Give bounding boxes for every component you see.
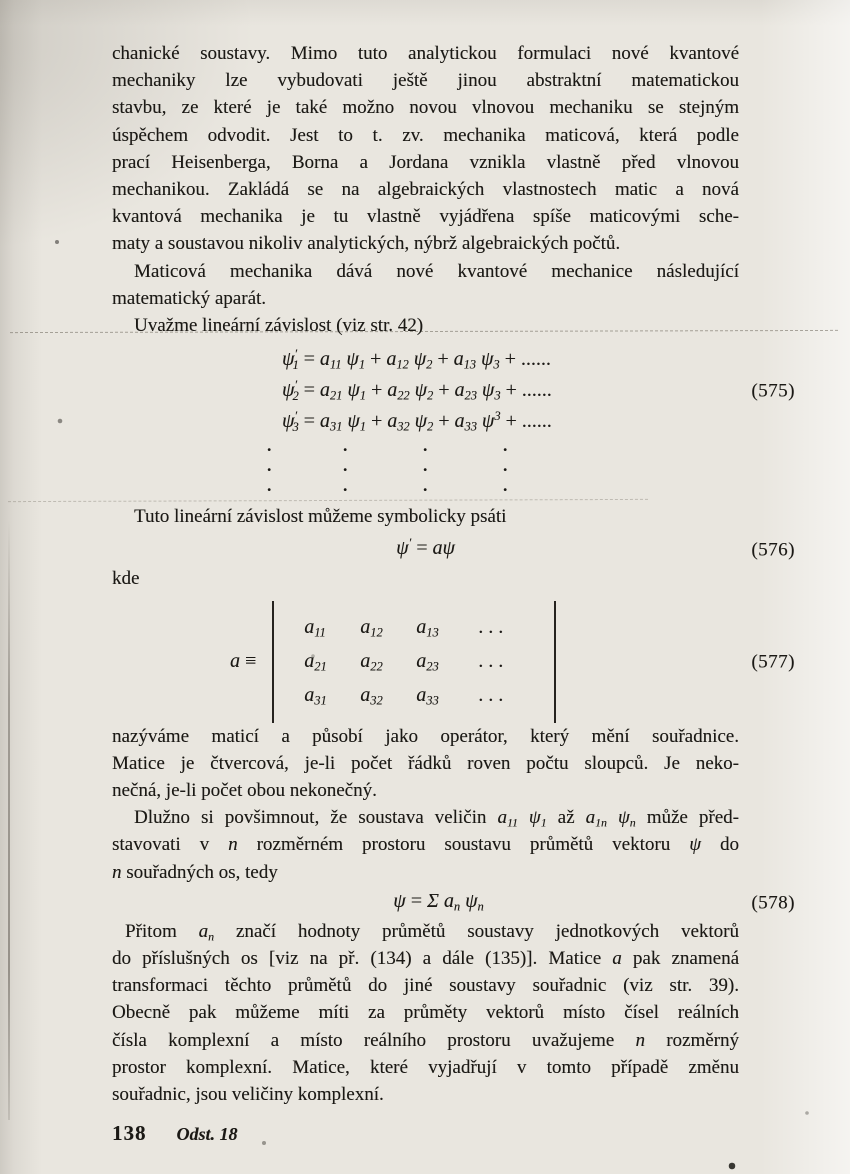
text-line: transformaci těchto průmětů do jiné soustavy souřadnic (viz str. 39). [112,975,739,997]
paragraph-pritom [112,918,739,1108]
page-edge-shadow [8,520,10,1120]
matrix-cell: $a_{23}$ [416,650,439,674]
equation-line: $\psi'_2 = a_{21}$ $\psi_1 + a_{22}$ $\psi_2 + a_{23}$ $\psi_3$ + ...... [282,378,552,403]
matrix-row [304,679,530,713]
paragraph-uvazme [112,312,739,339]
page-number: 138 [112,1121,147,1146]
dots-column [343,436,348,496]
matrix-cell: $a_{11}$ [304,616,326,640]
paper-specks [0,0,2,2]
text-line: stavovati v n rozměrném prostoru soustavu průmětů vektoru ψ do [112,834,740,856]
dot: . [343,436,348,456]
matrix-cell: $a_{33}$ [416,684,439,708]
dot: . [343,456,348,476]
paragraph-nazyvame [112,723,739,805]
text-line: kvantová mechanika je tu vlastně vyjádřena spíše maticovými sche- [112,206,739,228]
dot: . [423,456,428,476]
equation-578 [112,888,795,918]
dot: . [343,476,348,496]
matrix-cell: . . . [478,684,504,707]
text-line: nečná, je-li počet obou nekonečný. [112,780,377,802]
paragraph-dluzno [112,804,739,886]
text-line: Uvažme lineární závislost (viz str. 42) [134,315,424,337]
paragraph-kde [112,565,739,592]
equation-line: ψ′ = aψ [396,536,455,560]
text-line: nazýváme maticí a působí jako operátor, který mění souřadnice. [112,725,739,747]
text-line: mechaniky lze vybudovati ještě jinou abstraktní matematickou [112,70,739,92]
matrix-cell: $a_{13}$ [416,616,439,640]
section-reference: Odst. 18 [176,1124,238,1145]
matrix-row [304,611,530,645]
matrix [272,601,556,723]
matrix-cell: $a_{31}$ [304,684,327,708]
dot: . [267,476,272,496]
paragraph-aparat [112,258,739,312]
equation-line: $\psi'_3 = a_{31}$ $\psi_1 + a_{32}$ $\psi_2 + a_{33}$ $\psi^3$ + ...... [282,409,552,434]
dots-column [423,436,428,496]
text-line: kde [112,568,140,590]
text-line: prací Heisenberga, Borna a Jordana vznikla vlastně před vlnovou [112,151,739,173]
text-line: Maticová mechanika dává nové kvantové mechanice následující [134,260,739,282]
text-line: matematický aparát. [112,287,267,309]
equation-line: $\psi'_1 = a_{11}$ $\psi_1 + a_{12}$ $\psi_2 + a_{13}$ $\psi_3$ + ...... [282,347,551,372]
text-line: maty a soustavou nikoliv analytických, nýbrž algebraických počtů. [112,233,621,255]
paragraph-intro [112,40,739,258]
text-line: souřadnic, jsou veličiny komplexní. [112,1084,384,1106]
text-line: Dlužno si povšimnout, že soustava veličin $a_{11}$ $\psi_1$ až $a_{1n}$ $\psi_n$ může před- [134,807,740,830]
equation-number: (577) [751,651,795,673]
matrix-row [304,645,530,679]
equation-number: (576) [751,539,795,561]
text-line: mechanikou. Zakládá se na algebraických vlastnostech matic a nová [112,179,739,201]
paragraph-tuto [112,503,739,530]
text-line: Přitom $a_n$ značí hodnoty průmětů soustavy jednotkových vektorů [125,920,739,944]
text-line: Obecně pak můžeme míti za průměty vektorů místo čísel reálních [112,1002,739,1024]
matrix-cell: $a_{12}$ [360,616,383,640]
matrix-cell: . . . [478,616,504,639]
matrix-lhs: a ≡ [230,650,257,673]
text-line: Matice je čtvercová, je-li počet řádků roven počtu sloupců. Je neko- [112,752,739,774]
text-line: stavbu, ze které je také možno novou vlnovou mechaniku se stejným [112,97,739,119]
text-line: úspěchem odvodit. Jest to t. zv. mechanika maticová, která podle [112,124,739,146]
dot: . [503,436,508,456]
matrix-continuation-dots [112,436,739,503]
equation-577 [112,601,795,723]
page-footer [112,1120,739,1148]
equation-line: ψ = Σ $a_n$ $\psi_n$ [393,889,484,914]
text-line: prostor komplexní. Matice, které vyjadřují v tomto případě změnu [112,1056,739,1078]
equation-576 [112,535,795,565]
text-line: n souřadných os, tedy [112,861,278,883]
dots-column [503,436,508,496]
dot: . [503,456,508,476]
equation-number: (578) [751,892,795,914]
matrix-cell: $a_{22}$ [360,650,383,674]
dot: . [503,476,508,496]
dots-column [267,436,272,496]
dot: . [423,476,428,496]
text-line: chanické soustavy. Mimo tuto analytickou formulaci nové kvantové [112,43,739,64]
text-line: do příslušných os [viz na př. (134) a dále (135)]. Matice a pak znamená [112,948,739,970]
text-line: čísla komplexní a místo reálního prostoru uvažujeme n rozměrný [112,1029,739,1051]
matrix-cell: $a_{21}$ [304,650,327,674]
matrix-cell: . . . [478,650,504,673]
dot: . [267,436,272,456]
equation-number: (575) [751,380,795,402]
dot: . [267,456,272,476]
text-line: Tuto lineární závislost můžeme symbolicky psáti [134,506,507,528]
dot: . [423,436,428,456]
matrix-cell: $a_{32}$ [360,684,383,708]
equation-575 [112,344,795,437]
text-column [112,0,795,1148]
